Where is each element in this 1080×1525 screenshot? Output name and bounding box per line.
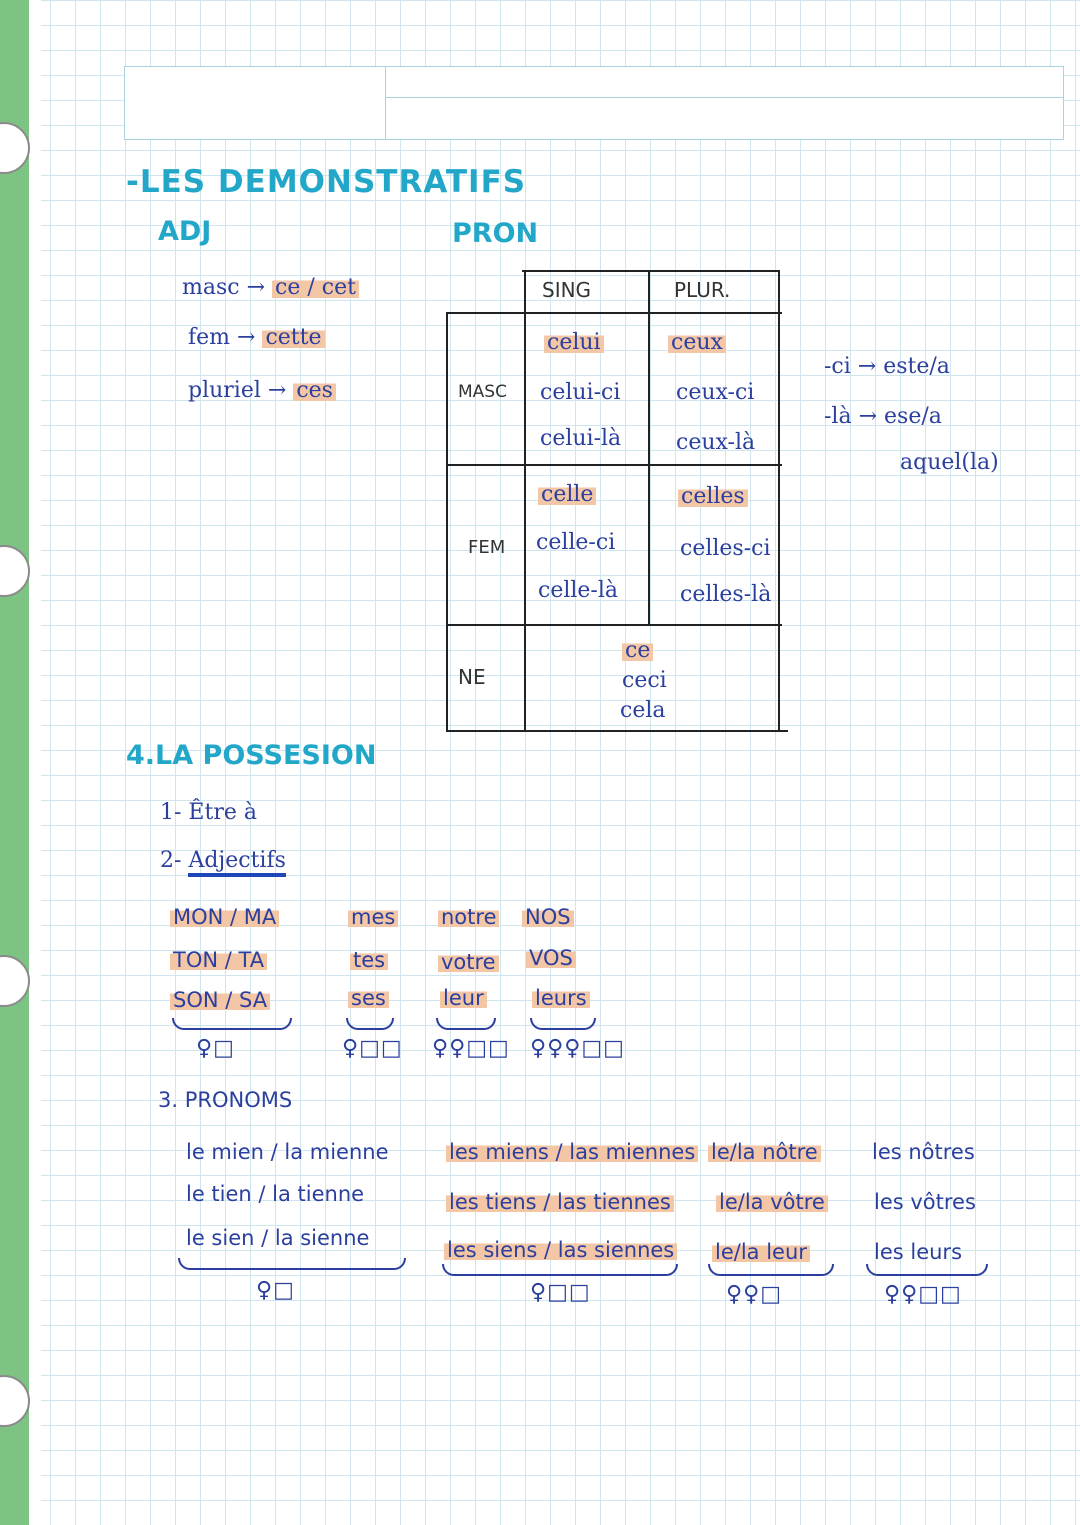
pron-pos-2-2: les tiens / las tiennes: [446, 1190, 674, 1214]
adj-pos-4-3: leurs: [532, 986, 590, 1010]
adj-pos-1-2: TON / TA: [170, 948, 267, 972]
ne-val-1: ce: [622, 638, 653, 663]
adj-row-fem: fem → cette: [188, 325, 325, 350]
ne-val-3: cela: [620, 698, 666, 723]
brace: [436, 1018, 496, 1030]
brace: [178, 1258, 406, 1270]
adj-pos-2-1: mes: [348, 905, 398, 929]
pron-pos-3-3: le/la leur: [712, 1240, 810, 1264]
row-fem: FEM: [468, 537, 506, 558]
fem-plur-1: celles: [678, 484, 748, 509]
person-objects-icon: ♀□□: [530, 1280, 591, 1305]
adj-pos-4-2: VOS: [526, 946, 576, 970]
row-ne: NE: [458, 665, 486, 689]
person-object-icon: ♀□: [256, 1278, 295, 1303]
fem-plur-3: celles-là: [680, 582, 772, 607]
brace: [866, 1264, 988, 1276]
pron-pos-4-1: les nôtres: [872, 1140, 975, 1164]
pron-pos-1-1: le mien / la mienne: [186, 1140, 389, 1164]
fem-sing-3: celle-là: [538, 578, 619, 603]
persons-object-icon: ♀♀□: [726, 1282, 783, 1307]
pron-pos-1-3: le sien / la sienne: [186, 1226, 370, 1250]
adj-row-masc: masc → ce / cet: [182, 275, 359, 300]
person-objects-icon: ♀□□: [342, 1036, 403, 1061]
persons-objects-icon: ♀♀♀□□: [530, 1036, 625, 1061]
adj-pos-3-2: votre: [438, 950, 499, 974]
adj-pos-3-3: leur: [440, 986, 487, 1010]
col-sing: SING: [542, 278, 592, 302]
side-note-2: -là → ese/a: [824, 404, 942, 429]
brace: [442, 1264, 678, 1276]
masc-plur-3: ceux-là: [676, 430, 756, 455]
possession-item-2: 2- Adjectifs: [160, 848, 286, 873]
pronoms-heading: 3. PRONOMS: [158, 1088, 293, 1112]
pron-pos-3-2: le/la vôtre: [716, 1190, 828, 1214]
masc-plur-1: ceux: [668, 330, 726, 355]
margin-stripe: [0, 0, 29, 1525]
ne-val-2: ceci: [622, 668, 667, 693]
masc-sing-3: celui-là: [540, 426, 622, 451]
pron-pos-4-2: les vôtres: [874, 1190, 976, 1214]
brace: [172, 1018, 292, 1030]
row-masc: MASC: [458, 382, 507, 402]
pron-pos-2-3: les siens / las siennes: [444, 1238, 677, 1262]
persons-objects-icon: ♀♀□□: [884, 1282, 962, 1307]
pron-heading: PRON: [452, 218, 539, 249]
col-plur: PLUR.: [674, 278, 731, 302]
fem-plur-2: celles-ci: [680, 536, 771, 561]
margin-edge: [29, 0, 41, 1525]
masc-plur-2: ceux-ci: [676, 380, 755, 405]
page-title: -LES DEMONSTRATIFS: [126, 164, 527, 200]
pron-pos-2-1: les miens / las miennes: [446, 1140, 698, 1164]
brace: [346, 1018, 394, 1030]
side-note-3: aquel(la): [900, 450, 999, 475]
adj-pos-1-3: SON / SA: [170, 988, 270, 1012]
masc-sing-1: celui: [544, 330, 604, 355]
person-object-icon: ♀□: [196, 1036, 235, 1061]
pron-pos-3-1: le/la nôtre: [708, 1140, 821, 1164]
adj-pos-3-1: notre: [438, 905, 499, 929]
adj-row-plural: pluriel → ces: [188, 378, 336, 403]
pron-pos-1-2: le tien / la tienne: [186, 1182, 365, 1206]
persons-object-icon: ♀♀□□: [432, 1036, 510, 1061]
brace: [530, 1018, 596, 1030]
brace: [708, 1264, 834, 1276]
fem-sing-1: celle: [538, 482, 596, 507]
masc-sing-2: celui-ci: [540, 380, 621, 405]
fem-sing-2: celle-ci: [536, 530, 616, 555]
side-note-1: -ci → este/a: [824, 354, 950, 379]
adj-pos-2-3: ses: [348, 986, 389, 1010]
pron-pos-4-3: les leurs: [874, 1240, 963, 1264]
possession-heading: 4.LA POSSESION: [126, 740, 377, 771]
adj-pos-2-2: tes: [350, 948, 388, 972]
possession-item-1: 1- Être à: [160, 800, 257, 825]
header-box: [124, 66, 1064, 140]
adj-heading: ADJ: [158, 216, 212, 247]
adj-pos-1-1: MON / MA: [170, 905, 279, 929]
adj-pos-4-1: NOS: [522, 905, 574, 929]
